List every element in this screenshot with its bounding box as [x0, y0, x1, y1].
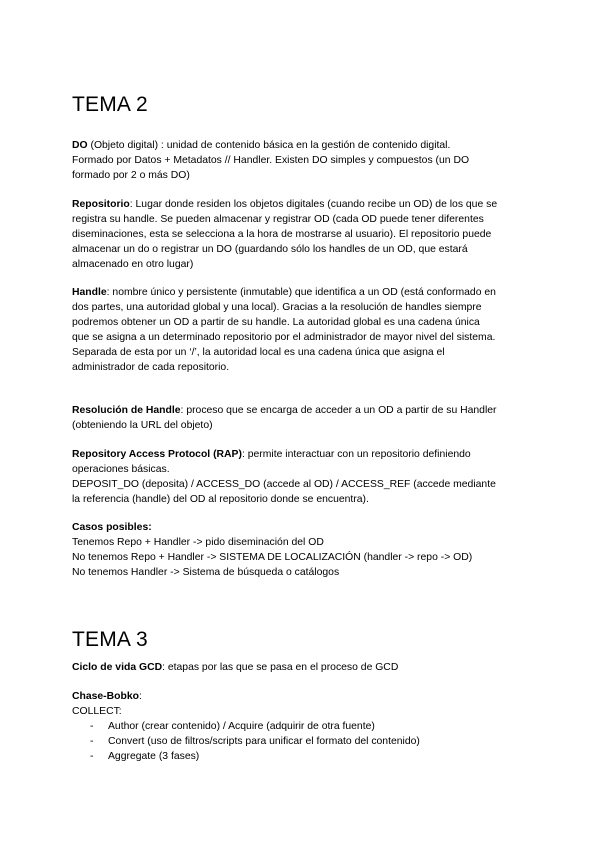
- chase-term: Chase-Bobko: [72, 691, 139, 702]
- do-paragraph: [72, 138, 534, 183]
- ciclo-paragraph: [72, 660, 534, 675]
- list-item: - Author (crear contenido) / Acquire (adquirir de otra fuente): [72, 719, 534, 734]
- casos-item: Tenemos Repo + Handler -> pido diseminación del OD: [72, 537, 324, 548]
- handle-line-4: que se asigna a un determinado repositorio por el administrador de mayor nivel del sistema.: [72, 332, 496, 343]
- handle-line-6: administrador de cada repositorio.: [72, 362, 230, 373]
- casos-paragraph: [72, 520, 534, 580]
- casos-item: No tenemos Repo + Handler -> SISTEMA DE LOCALIZACIÓN (handler -> repo -> OD): [72, 552, 473, 563]
- handle-line-5: Separada de esta por un ‘/’, la autoridad local es una cadena única que asigna el: [72, 347, 445, 358]
- list-item: - Aggregate (3 fases): [72, 749, 534, 764]
- chase-paragraph: [72, 689, 534, 764]
- casos-heading: Casos posibles:: [72, 522, 152, 533]
- repositorio-line-5: almacenado en otro lugar): [72, 259, 194, 270]
- casos-item: No tenemos Handler -> Sistema de búsqueda o catálogos: [72, 567, 340, 578]
- rap-term: Repository Access Protocol (RAP): [72, 449, 242, 460]
- repositorio-line-1: : Lugar donde residen los objetos digitales (cuando recibe un OD) de los que se: [129, 199, 498, 210]
- resolucion-line-1: : proceso que se encarga de acceder a un OD a partir de su Handler: [180, 405, 497, 416]
- handle-line-3: podremos obtener un OD a partir de su handle. La autoridad global es una cadena única: [72, 317, 480, 328]
- rap-line-4: la referencia (handle) del OD al repositorio donde se encuentra).: [72, 494, 369, 505]
- repositorio-line-4: almacenar un do o registrar un DO (guardando sólo los handles de un OD, que estará: [72, 244, 468, 255]
- do-line-1: (Objeto digital) : unidad de contenido básica en la gestión de contenido digital.: [87, 140, 451, 151]
- resolucion-term: Resolución de Handle: [72, 405, 181, 416]
- collect-label: COLLECT:: [72, 706, 122, 717]
- tema2-heading: TEMA 2: [72, 93, 148, 116]
- resolucion-line-2: (obteniendo la URL del objeto): [72, 420, 213, 431]
- repositorio-line-3: diseminaciones, esta se selecciona a la hora de mostrarse al usuario). El repositorio puede: [72, 229, 492, 240]
- do-line-2: Formado por Datos + Metadatos // Handler. Existen DO simples y compuestos (un DO: [72, 155, 470, 166]
- rap-line-1: : permite interactuar con un repositorio definiendo: [241, 449, 471, 460]
- list-item: - Convert (uso de filtros/scripts para unificar el formato del contenido): [72, 734, 534, 749]
- ciclo-term: Ciclo de vida GCD: [72, 662, 163, 673]
- collect-list: [72, 719, 534, 764]
- do-line-3: formado por 2 o más DO): [72, 170, 190, 181]
- handle-line-2: dos partes, una autoridad global y una local). Gracias a la resolución de handles siempre: [72, 302, 482, 313]
- repositorio-term: Repositorio: [72, 199, 130, 210]
- tema3-heading: TEMA 3: [72, 628, 148, 651]
- rap-paragraph: [72, 447, 534, 507]
- repositorio-paragraph: [72, 197, 534, 272]
- ciclo-line-1: : etapas por las que se pasa en el proceso de GCD: [162, 662, 399, 673]
- resolucion-paragraph: [72, 403, 534, 433]
- handle-line-1: : nombre único y persistente (inmutable) que identifica a un OD (está conformado en: [106, 287, 496, 298]
- chase-colon: :: [138, 691, 142, 702]
- do-term: DO: [72, 140, 88, 151]
- handle-paragraph: [72, 285, 534, 375]
- rap-line-3: DEPOSIT_DO (deposita) / ACCESS_DO (accede al OD) / ACCESS_REF (accede mediante: [72, 479, 496, 490]
- handle-term: Handle: [72, 287, 107, 298]
- rap-line-2: operaciones básicas.: [72, 464, 170, 475]
- repositorio-line-2: registra su handle. Se pueden almacenar y registrar OD (cada OD puede tener diferentes: [72, 214, 484, 225]
